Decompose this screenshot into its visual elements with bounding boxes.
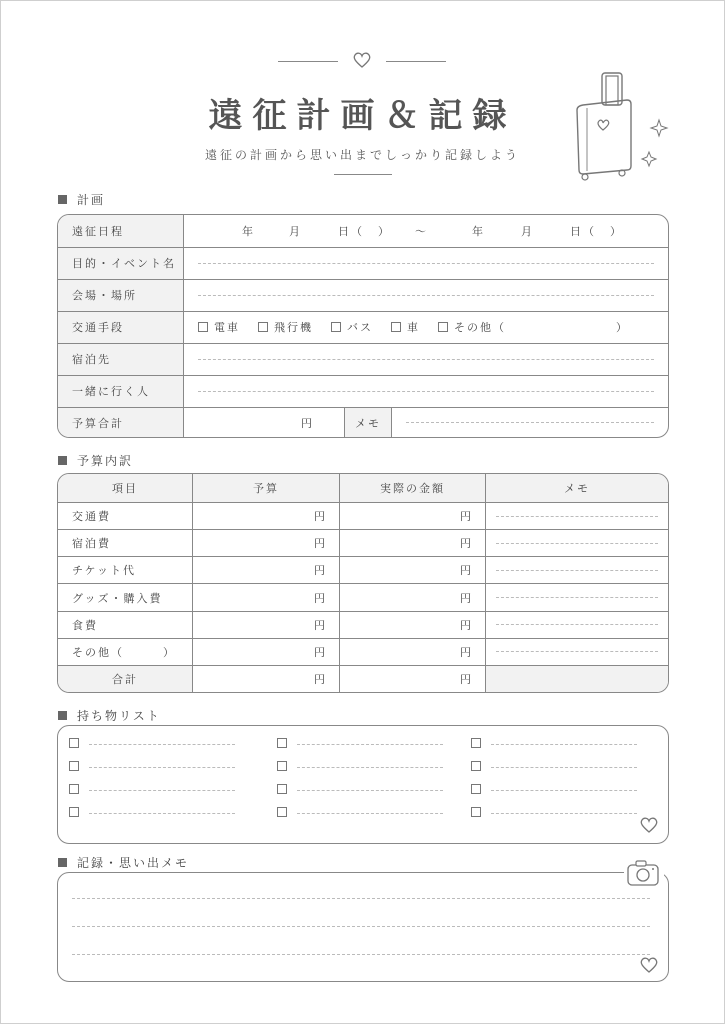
budget-cell[interactable]: 円 [193, 503, 340, 530]
packing-heading-text: 持ち物リスト [77, 709, 161, 723]
plan-heading [58, 191, 105, 208]
packing-item[interactable] [471, 807, 637, 817]
packing-item-line[interactable] [89, 790, 235, 791]
memories-box[interactable] [57, 872, 669, 982]
packing-item-line[interactable] [89, 813, 235, 814]
actual-cell[interactable]: 円 [340, 530, 486, 557]
checkbox[interactable] [471, 807, 481, 817]
transport-label: 交通手段 [58, 311, 184, 343]
camera-icon [624, 858, 664, 888]
checkbox[interactable] [277, 738, 287, 748]
packing-heading [58, 707, 161, 724]
venue-field[interactable] [184, 279, 669, 311]
memo-cell[interactable] [486, 638, 669, 665]
packing-item[interactable] [277, 761, 443, 771]
memo-field[interactable] [392, 408, 668, 438]
memories-heading-text: 記録・思い出メモ [77, 856, 190, 870]
purpose-label: 目的・イベント名 [58, 247, 184, 279]
budget-total-cell[interactable]: 円 [193, 665, 340, 692]
checkbox[interactable] [258, 322, 268, 332]
row-lodging: 宿泊費 [58, 530, 193, 557]
header-divider-right [386, 61, 446, 62]
checkbox[interactable] [471, 738, 481, 748]
table-row [58, 611, 668, 638]
checkbox[interactable] [69, 761, 79, 771]
yen-unit: 円 [301, 416, 314, 430]
packing-item[interactable] [471, 784, 637, 794]
venue-label: 会場・場所 [58, 279, 184, 311]
row-ticket: チケット代 [58, 557, 193, 584]
day-close-start: ） [378, 224, 391, 238]
packing-item-line[interactable] [89, 767, 235, 768]
table-row [58, 503, 668, 530]
companion-label: 一緒に行く人 [58, 375, 184, 407]
checkbox[interactable] [391, 322, 401, 332]
packing-item[interactable] [69, 761, 235, 771]
table-row [58, 530, 668, 557]
memo-cell[interactable] [486, 503, 669, 530]
actual-cell[interactable]: 円 [340, 557, 486, 584]
row-transport: 交通費 [58, 503, 193, 530]
checkbox[interactable] [277, 761, 287, 771]
packing-item[interactable] [471, 761, 637, 771]
transport-plane[interactable]: 飛行機 [258, 319, 313, 335]
actual-total-cell[interactable]: 円 [340, 665, 486, 692]
row-food: 食費 [58, 611, 193, 638]
memo-label: メモ [344, 408, 392, 438]
checkbox[interactable] [277, 784, 287, 794]
col-memo: メモ [486, 474, 669, 503]
memo-cell[interactable] [486, 557, 669, 584]
col-item: 項目 [58, 474, 193, 503]
transport-other[interactable]: その他（ ） [438, 319, 629, 335]
purpose-field[interactable] [184, 247, 669, 279]
transport-bus[interactable]: バス [331, 319, 373, 335]
year-start: 年 [242, 224, 255, 238]
table-row [58, 584, 668, 611]
checkbox[interactable] [277, 807, 287, 817]
packing-item-line[interactable] [491, 813, 637, 814]
month-start: 月 [289, 224, 302, 238]
date-field[interactable] [184, 215, 669, 247]
budget-heading [58, 452, 133, 469]
packing-item-line[interactable] [491, 744, 637, 745]
col-actual: 実際の金額 [340, 474, 486, 503]
checkbox[interactable] [69, 738, 79, 748]
lodging-field[interactable] [184, 343, 669, 375]
checkbox[interactable] [471, 761, 481, 771]
heart-icon [639, 956, 659, 974]
memo-line [72, 954, 650, 955]
checkbox[interactable] [198, 322, 208, 332]
packing-item[interactable] [69, 738, 235, 748]
actual-cell[interactable]: 円 [340, 611, 486, 638]
memo-cell[interactable] [486, 584, 669, 611]
checkbox[interactable] [69, 807, 79, 817]
packing-item[interactable] [277, 807, 443, 817]
packing-item[interactable] [471, 738, 637, 748]
budget-cell[interactable]: 円 [193, 530, 340, 557]
budget-total-row [184, 407, 669, 438]
page-title: 遠征計画＆記録 [208, 96, 517, 136]
bullet-square [58, 195, 67, 204]
packing-item[interactable] [69, 784, 235, 794]
header-divider-left [278, 61, 338, 62]
bullet-square [58, 456, 67, 465]
companion-field[interactable] [184, 375, 669, 407]
budget-cell[interactable]: 円 [193, 584, 340, 611]
actual-cell[interactable]: 円 [340, 503, 486, 530]
month-end: 月 [521, 224, 534, 238]
checkbox[interactable] [438, 322, 448, 332]
budget-total-label: 予算合計 [58, 407, 184, 438]
table-row [58, 638, 668, 665]
packing-item-line[interactable] [491, 790, 637, 791]
transport-options [184, 311, 669, 343]
plan-heading-text: 計画 [77, 193, 106, 207]
table-row-total [58, 665, 668, 692]
actual-cell[interactable]: 円 [340, 638, 486, 665]
memo-cell[interactable] [486, 530, 669, 557]
subtitle-underline [334, 174, 392, 175]
checkbox[interactable] [69, 784, 79, 794]
memo-line [72, 926, 650, 927]
tilde: ～ [415, 224, 428, 238]
memories-heading [58, 854, 189, 871]
day-end: 日（ [570, 224, 596, 238]
packing-item-line[interactable] [297, 767, 443, 768]
year-end: 年 [472, 224, 485, 238]
packing-item[interactable] [277, 784, 443, 794]
packing-item-line[interactable] [89, 744, 235, 745]
page-subtitle: 遠征の計画から思い出までしっかり記録しよう [204, 148, 520, 162]
checkbox[interactable] [331, 322, 341, 332]
memo-line [72, 898, 650, 899]
checkbox[interactable] [471, 784, 481, 794]
bullet-square [58, 858, 67, 867]
day-close-end: ） [610, 224, 623, 238]
row-other: その他（ ） [58, 638, 193, 665]
budget-heading-text: 予算内訳 [77, 454, 134, 468]
heart-icon [639, 816, 659, 834]
col-budget: 予算 [193, 474, 340, 503]
budget-table [57, 473, 669, 693]
transport-train[interactable]: 電車 [198, 319, 240, 335]
plan-table [57, 214, 669, 438]
packing-item-line[interactable] [297, 790, 443, 791]
suitcase-icon [565, 70, 675, 185]
packing-item-line[interactable] [491, 767, 637, 768]
actual-cell[interactable]: 円 [340, 584, 486, 611]
date-label: 遠征日程 [58, 215, 184, 247]
packing-item-line[interactable] [297, 744, 443, 745]
budget-cell[interactable]: 円 [193, 557, 340, 584]
transport-car[interactable]: 車 [391, 319, 420, 335]
packing-item-line[interactable] [297, 813, 443, 814]
row-goods: グッズ・購入費 [58, 584, 193, 611]
table-row [58, 557, 668, 584]
heart-icon [352, 51, 372, 69]
memo-cell[interactable] [486, 611, 669, 638]
budget-cell[interactable]: 円 [193, 638, 340, 665]
packing-item[interactable] [69, 807, 235, 817]
day-start: 日（ [338, 224, 364, 238]
row-total: 合計 [58, 665, 193, 692]
lodging-label: 宿泊先 [58, 343, 184, 375]
bullet-square [58, 711, 67, 720]
budget-total-field[interactable] [184, 408, 344, 438]
packing-item[interactable] [277, 738, 443, 748]
memo-total-cell [486, 665, 669, 692]
budget-cell[interactable]: 円 [193, 611, 340, 638]
